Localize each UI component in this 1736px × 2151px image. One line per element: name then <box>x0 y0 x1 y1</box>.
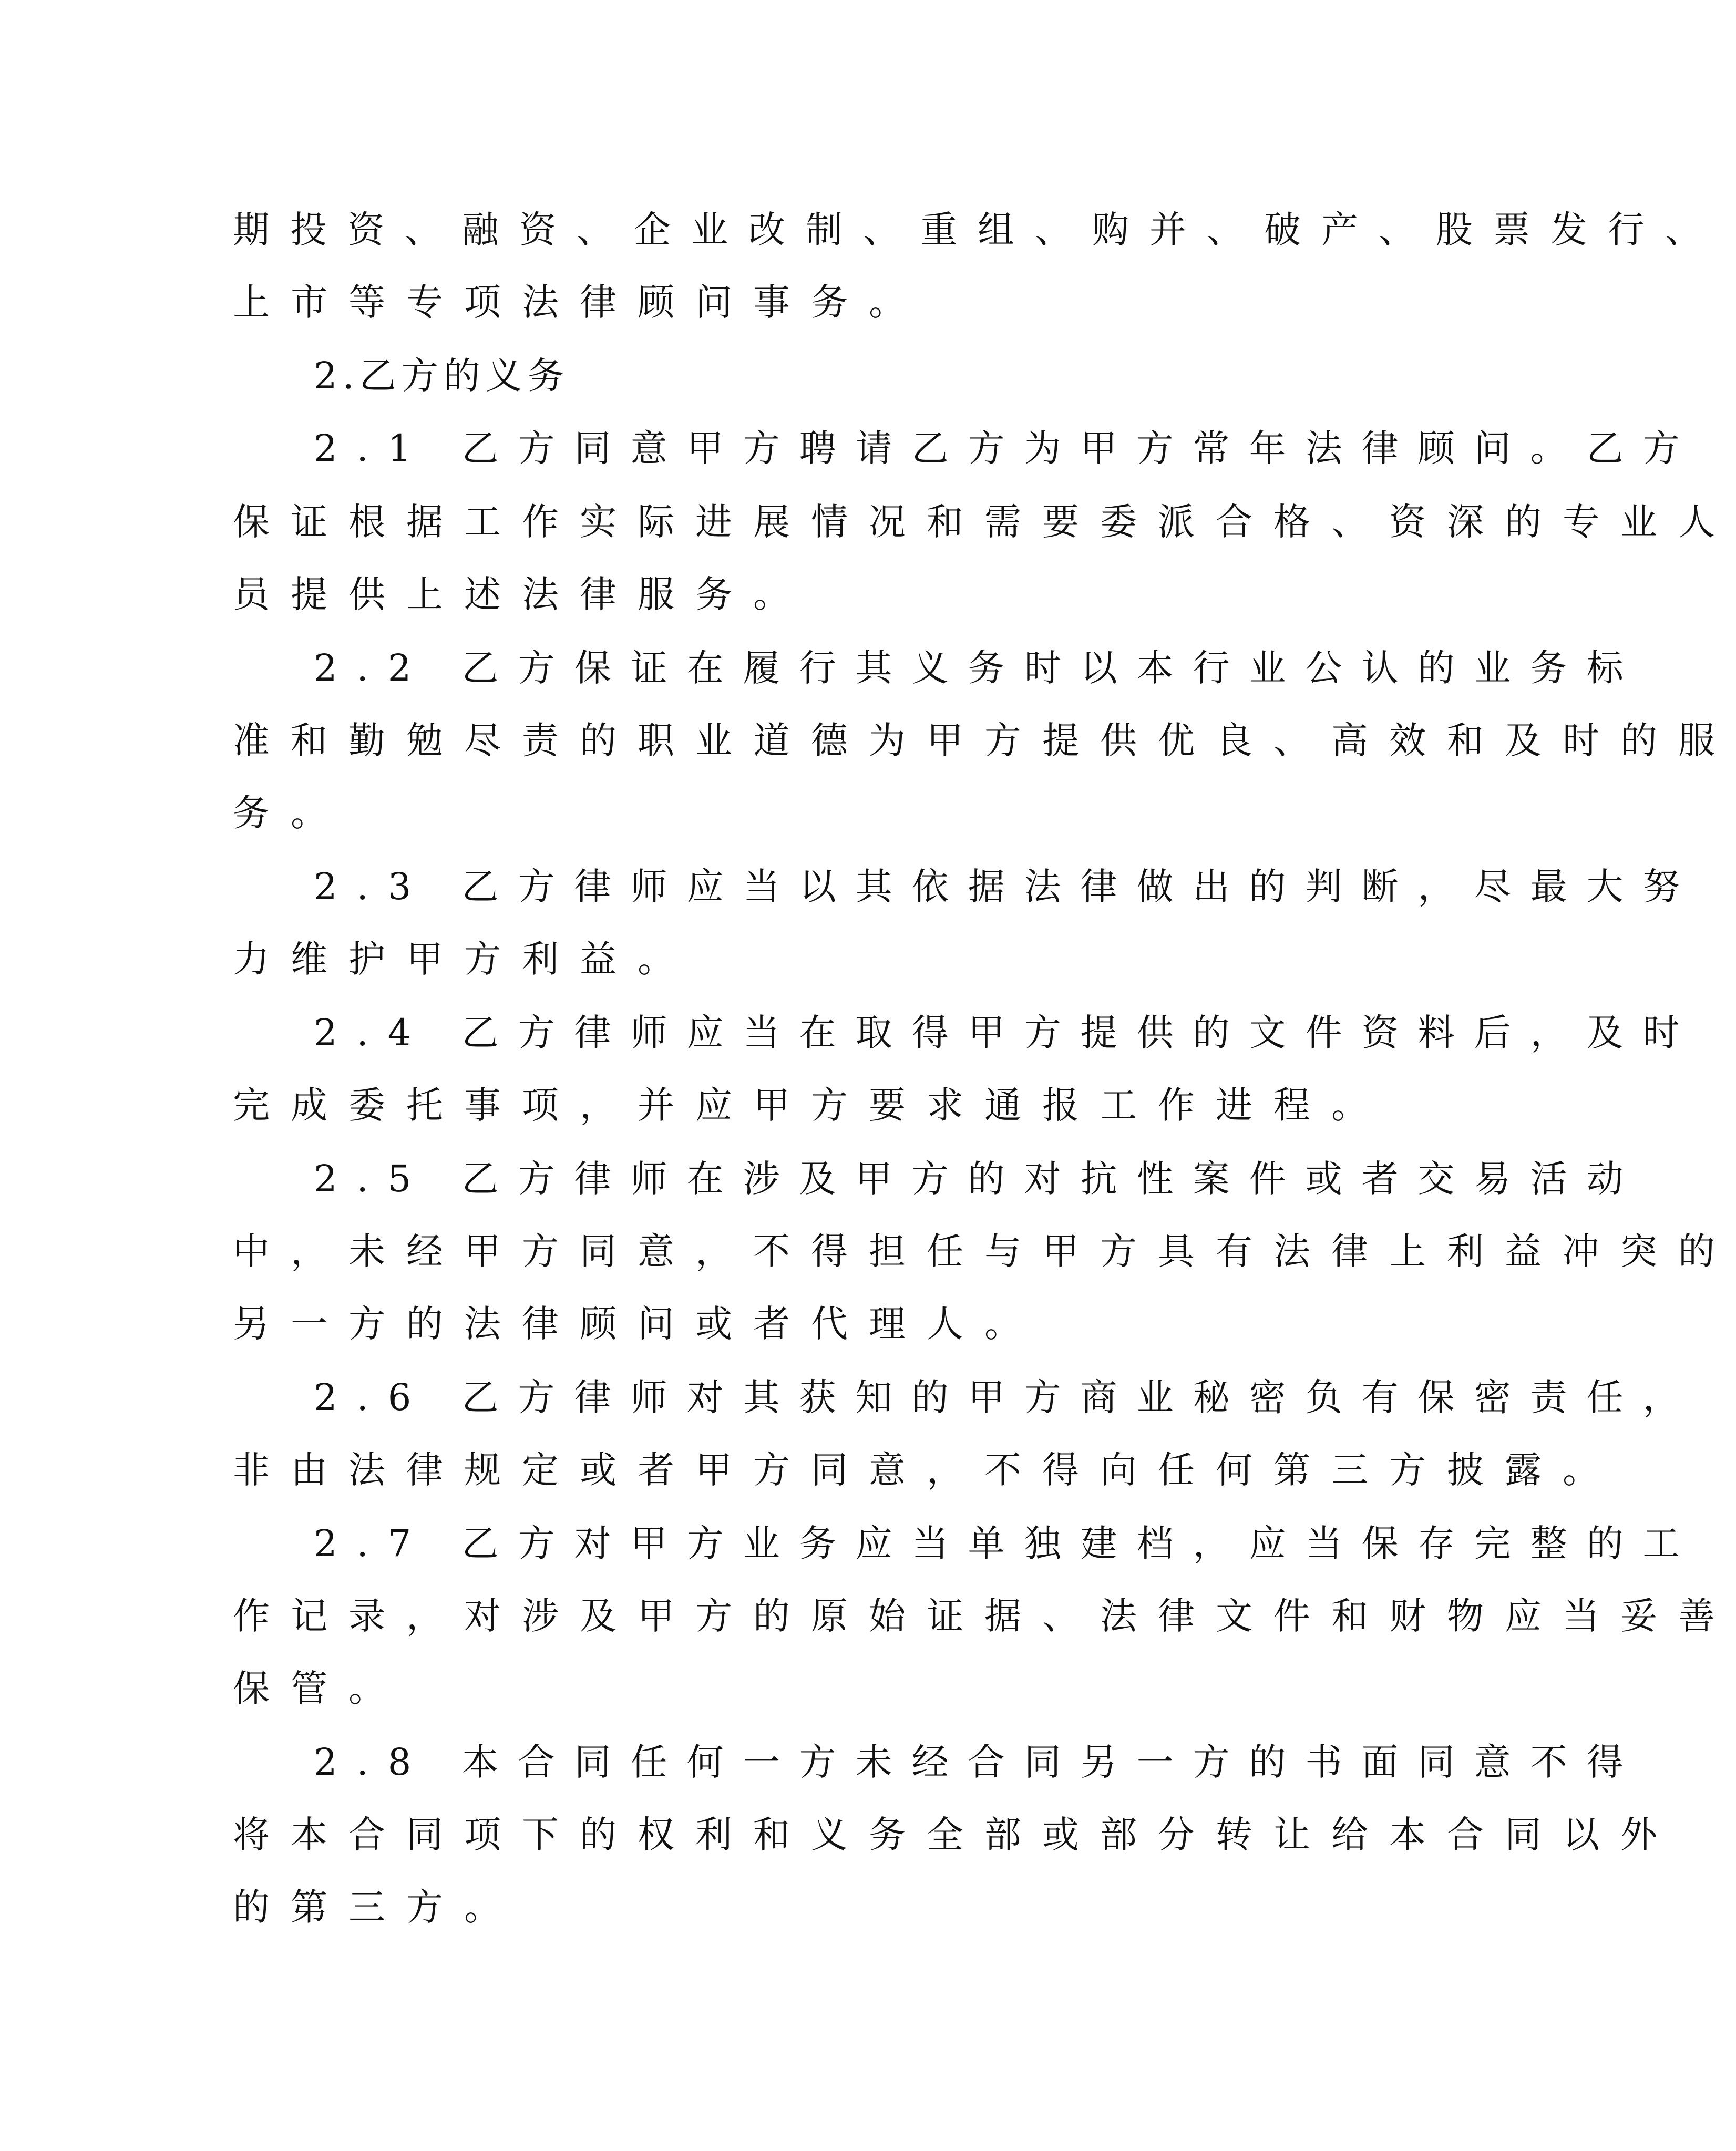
text-line: 2.7 乙方对甲方业务应当单独建档，应当保存完整的工 <box>314 1522 1699 1565</box>
text-line: 准和勤勉尽责的职业道德为甲方提供优良、高效和及时的服 <box>233 719 1736 762</box>
text-line: 2.6 乙方律师对其获知的甲方商业秘密负有保密责任， <box>314 1376 1699 1419</box>
text-line: 2.3 乙方律师应当以其依据法律做出的判断，尽最大努 <box>314 865 1699 908</box>
text-line: 完成委托事项，并应甲方要求通报工作进程。 <box>233 1084 1389 1127</box>
text-line: 2.5 乙方律师在涉及甲方的对抗性案件或者交易活动 <box>314 1157 1643 1200</box>
text-line: 2.1 乙方同意甲方聘请乙方为甲方常年法律顾问。乙方 <box>314 427 1699 470</box>
text-line: 中，未经甲方同意，不得担任与甲方具有法律上利益冲突的 <box>233 1230 1736 1273</box>
text-line: 的第三方。 <box>233 1886 522 1929</box>
text-line: 非由法律规定或者甲方同意，不得向任何第三方披露。 <box>233 1448 1620 1491</box>
text-line: 员提供上述法律服务。 <box>233 573 811 616</box>
text-line: 上市等专项法律顾问事务。 <box>233 281 927 324</box>
text-line: 务。 <box>233 791 348 835</box>
text-line: 保证根据工作实际进展情况和需要委派合格、资深的专业人 <box>233 500 1736 543</box>
text-line: 2.2 乙方保证在履行其义务时以本行业公认的业务标 <box>314 646 1643 689</box>
text-line: 作记录，对涉及甲方的原始证据、法律文件和财物应当妥善 <box>233 1594 1736 1638</box>
text-line: 期投资、融资、企业改制、重组、购并、破产、股票发行、 <box>233 208 1722 251</box>
text-line: 2.4 乙方律师应当在取得甲方提供的文件资料后，及时 <box>314 1011 1699 1054</box>
text-line: 另一方的法律顾问或者代理人。 <box>233 1302 1042 1345</box>
section-heading: 2.乙方的义务 <box>314 354 570 397</box>
text-line: 将本合同项下的权利和义务全部或部分转让给本合同以外 <box>233 1813 1678 1856</box>
text-line: 力维护甲方利益。 <box>233 938 695 981</box>
text-line: 2.8 本合同任何一方未经合同另一方的书面同意不得 <box>314 1741 1643 1784</box>
text-line: 保管。 <box>233 1667 406 1710</box>
